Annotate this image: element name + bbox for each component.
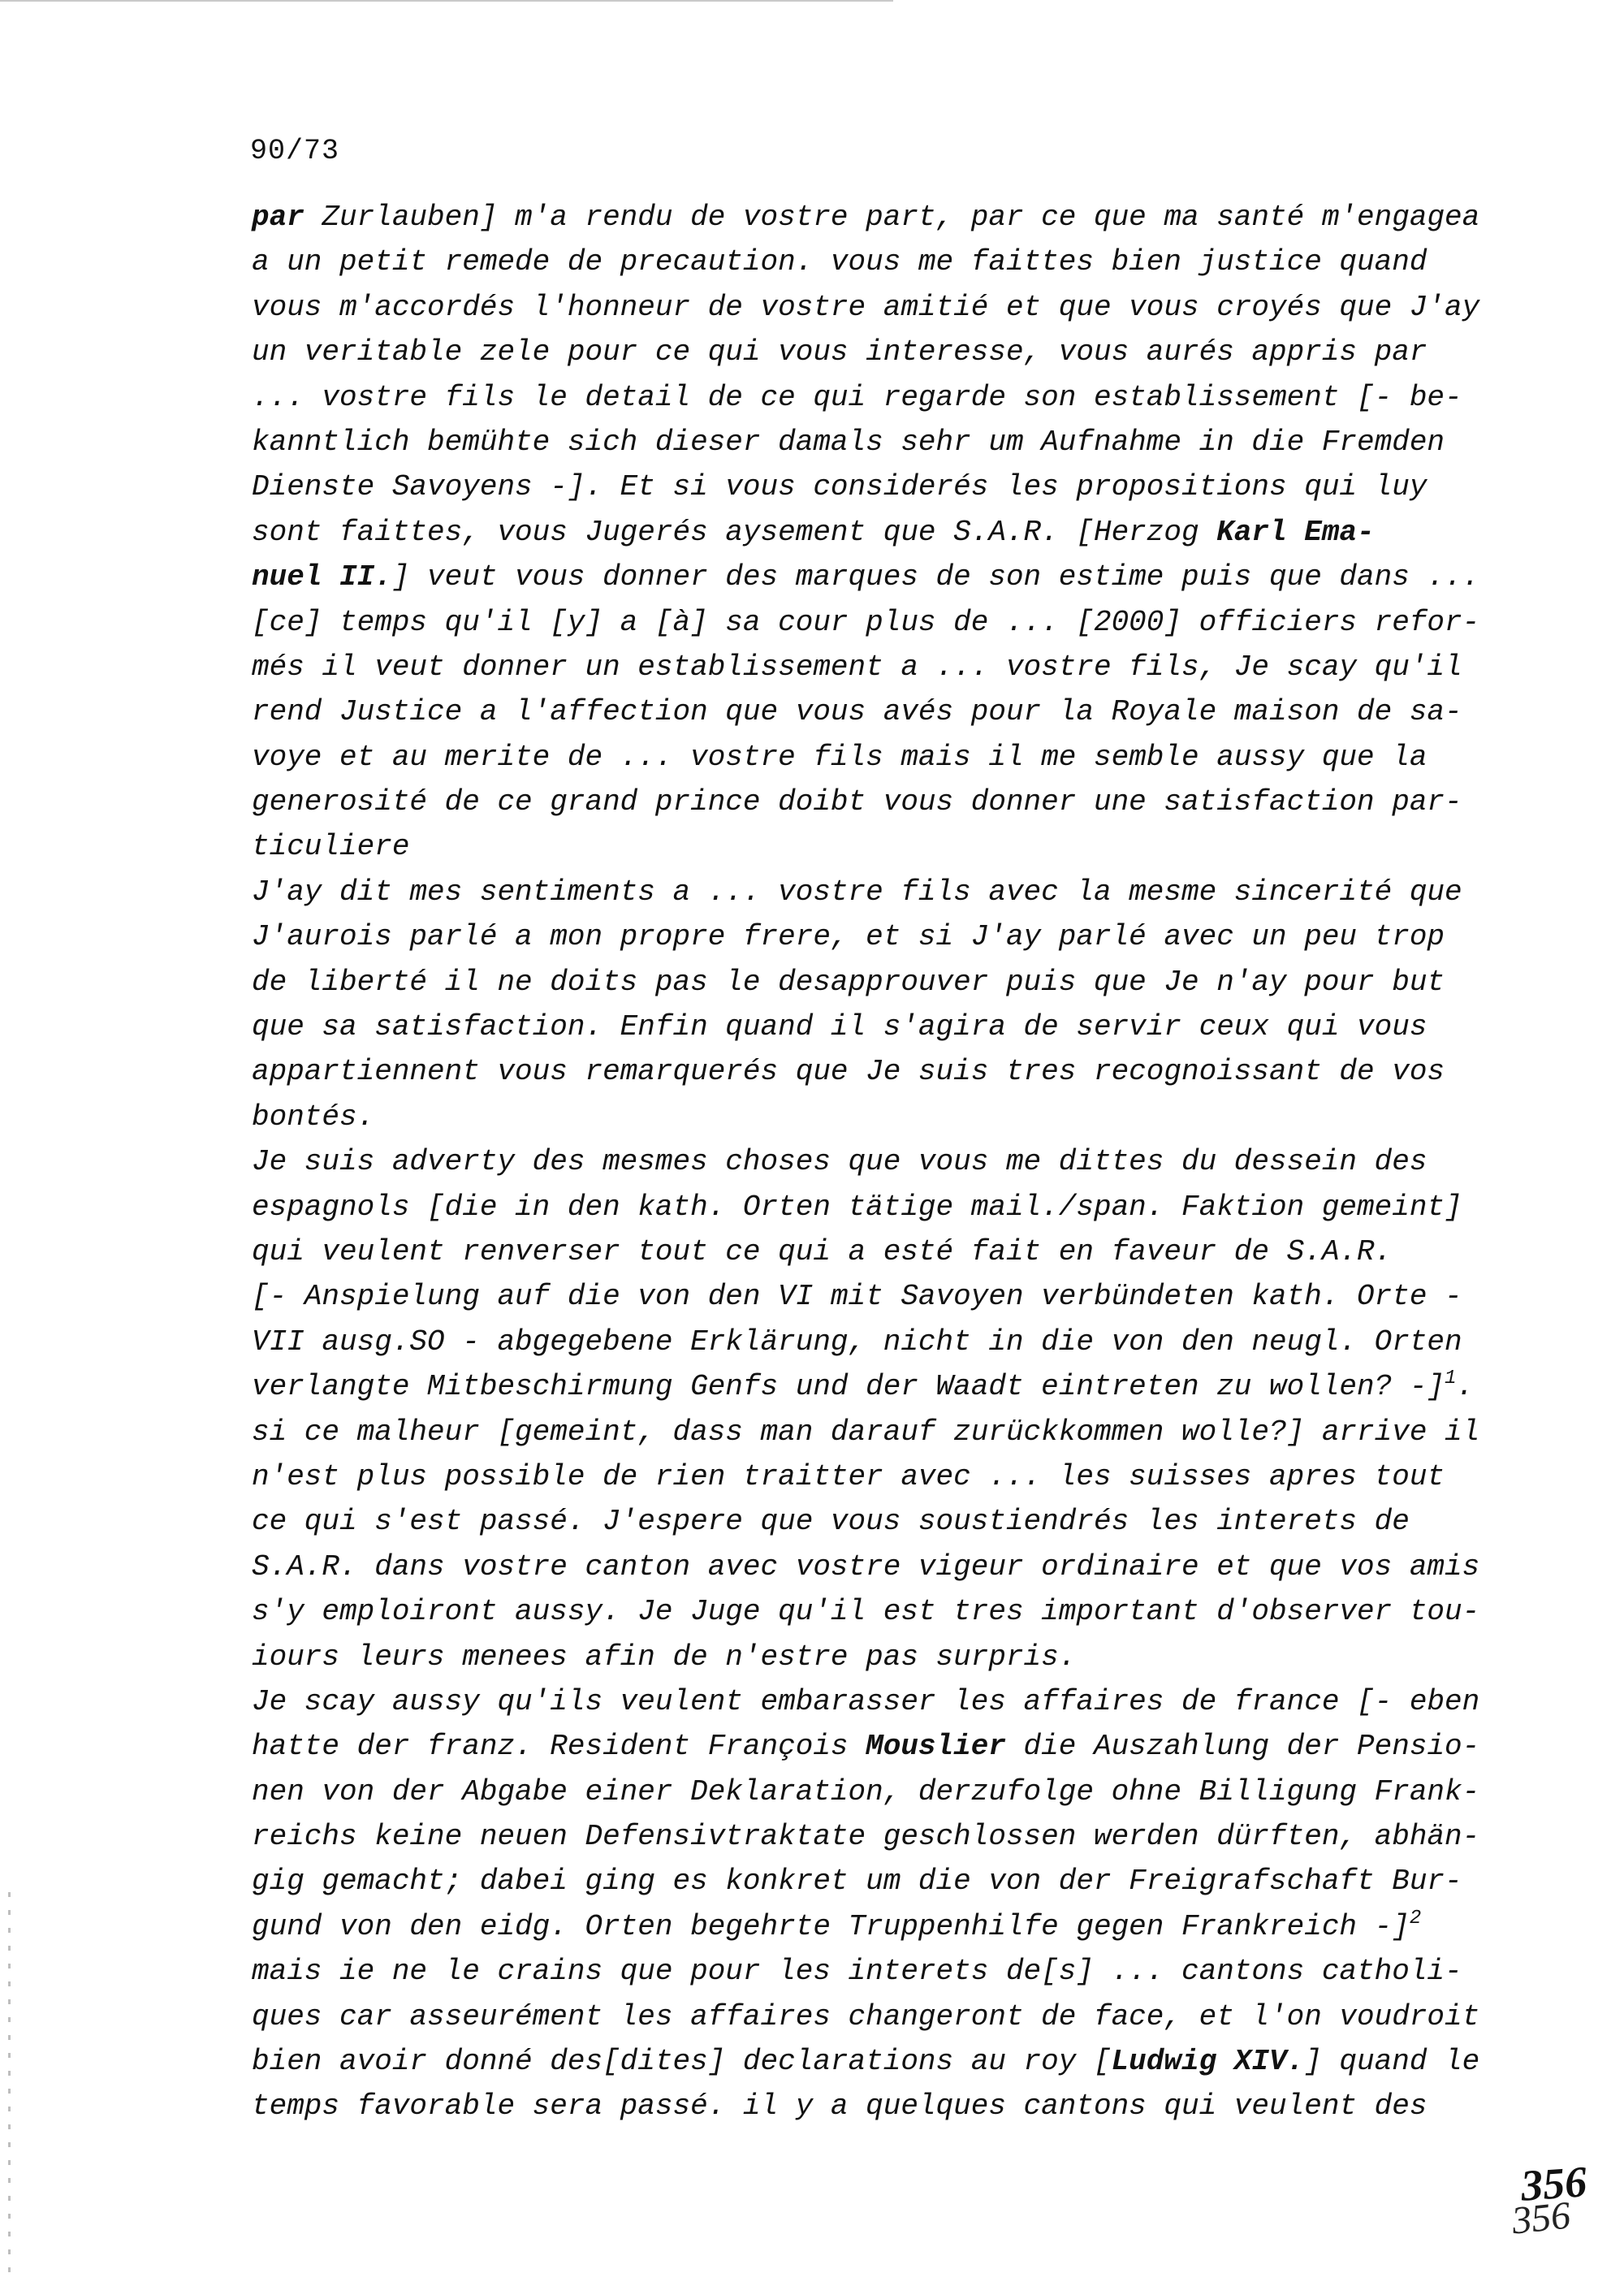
text-segment: sont faittes, vous Jugerés aysement que S.A.R. [Herzog	[252, 515, 1217, 549]
bold-name: nuel II.	[252, 560, 392, 594]
text-segment: Je suis adverty des mesmes choses que vous me dittes du dessein des	[252, 1145, 1427, 1179]
text-segment: un veritable zele pour ce qui vous interesse, vous aurés appris par	[252, 335, 1427, 369]
text-segment: ... vostre fils le detail de ce qui regarde son establissement [- be-	[252, 380, 1462, 414]
text-line	[252, 645, 1518, 689]
text-line	[252, 1545, 1518, 1589]
transcription-body	[252, 195, 1518, 2129]
bold-name: Mouslier	[866, 1730, 1006, 1764]
text-segment: [ce] temps qu'il [y] a [à] sa cour plus de ... [2000] officiers refor-	[252, 605, 1480, 639]
text-segment: ce qui s'est passé. J'espere que vous soustiendrés les interets de	[252, 1505, 1410, 1539]
text-segment: generosité de ce grand prince doibt vous donner une satisfaction par-	[252, 785, 1462, 819]
text-segment: qui veulent renverser tout ce qui a esté fait en faveur de S.A.R.	[252, 1234, 1393, 1268]
text-line	[252, 1229, 1518, 1274]
text-line	[252, 1949, 1518, 1994]
text-segment: s'y emploiront aussy. Je Juge qu'il est tres important d'observer tou-	[252, 1595, 1480, 1629]
text-line	[252, 240, 1518, 284]
text-line	[252, 960, 1518, 1005]
text-segment: n'est plus possible de rien traitter avec ... les suisses apres tout	[252, 1459, 1445, 1493]
text-line	[252, 375, 1518, 420]
text-line	[252, 1005, 1518, 1049]
text-line	[252, 1139, 1518, 1184]
text-segment: reichs keine neuen Defensivtraktate geschlossen werden dürften, abhän-	[252, 1820, 1480, 1854]
text-line	[252, 285, 1518, 330]
text-line	[252, 1589, 1518, 1634]
text-line	[252, 1859, 1518, 1904]
text-line	[252, 195, 1518, 240]
text-segment: J'aurois parlé a mon propre frere, et si J'ay parlé avec un peu trop	[252, 920, 1445, 954]
text-segment: die Auszahlung der Pensio-	[1005, 1730, 1480, 1764]
text-segment: voye et au merite de ... vostre fils mais il me semble aussy que la	[252, 740, 1427, 774]
text-segment: més il veut donner un establissement a ... vostre fils, Je scay qu'il	[252, 650, 1462, 684]
text-segment: J'ay dit mes sentiments a ... vostre fils avec la mesme sincerité que	[252, 875, 1462, 909]
text-segment: si ce malheur [gemeint, dass man darauf zurückkommen wolle?] arrive il	[252, 1415, 1480, 1449]
text-line	[252, 330, 1518, 374]
text-line	[252, 1185, 1518, 1229]
text-segment: nen von der Abgabe einer Deklaration, derzufolge ohne Billigung Frank-	[252, 1774, 1480, 1808]
text-line	[252, 600, 1518, 645]
bold-name: Karl Ema-	[1216, 515, 1375, 549]
bold-name: Ludwig XIV.	[1111, 2045, 1305, 2079]
text-line	[252, 1049, 1518, 1094]
text-segment: hatte der franz. Resident François	[252, 1730, 866, 1764]
text-line	[252, 1679, 1518, 1724]
text-line	[252, 780, 1518, 824]
text-segment: mais ie ne le crains que pour les interets de[s] ... cantons catholi-	[252, 1955, 1462, 1989]
text-line	[252, 735, 1518, 780]
text-line	[252, 1994, 1518, 2039]
text-segment: bien avoir donné des[dites] declarations au roy [	[252, 2045, 1112, 2079]
text-line	[252, 1364, 1518, 1409]
text-segment: .	[1456, 1370, 1475, 1404]
page-number: 90/73	[250, 135, 340, 167]
bold-name: par	[252, 201, 304, 234]
text-line	[252, 914, 1518, 959]
text-segment: de liberté il ne doits pas le desapprouver puis que Je n'ay pour but	[252, 965, 1445, 999]
text-line	[252, 1814, 1518, 1859]
text-segment: ticuliere	[252, 830, 410, 864]
text-segment: kanntlich bemühte sich dieser damals sehr um Aufnahme in die Fremden	[252, 425, 1445, 459]
text-segment: ques car asseurément les affaires changeront de face, et l'on voudroit	[252, 1999, 1480, 2033]
text-line	[252, 1320, 1518, 1364]
footnote-marker: 2	[1409, 1907, 1422, 1929]
text-line	[252, 1635, 1518, 1679]
text-line	[252, 1454, 1518, 1499]
folio-number-lower: 356	[1510, 2193, 1573, 2243]
text-segment: espagnols [die in den kath. Orten tätige mail./span. Faktion gemeint]	[252, 1190, 1462, 1224]
top-scan-edge	[0, 0, 893, 2]
text-line	[252, 824, 1518, 869]
text-line	[252, 2084, 1518, 2128]
text-line	[252, 1410, 1518, 1454]
text-segment: appartiennent vous remarquerés que Je suis tres recognoissant de vos	[252, 1055, 1445, 1089]
text-segment: Je scay aussy qu'ils veulent embarasser les affaires de france [- eben	[252, 1684, 1480, 1718]
text-line	[252, 510, 1518, 555]
text-line	[252, 420, 1518, 465]
text-segment: iours leurs menees afin de n'estre pas surpris.	[252, 1640, 1077, 1674]
text-line	[252, 870, 1518, 914]
text-line	[252, 1499, 1518, 1544]
text-line	[252, 1904, 1518, 1949]
text-segment: gund von den eidg. Orten begehrte Truppenhilfe gegen Frankreich -]	[252, 1909, 1410, 1943]
text-segment: temps favorable sera passé. il y a quelques cantons qui veulent des	[252, 2089, 1427, 2124]
text-segment: ] quand le	[1304, 2045, 1480, 2079]
text-segment: VII ausg.SO - abgegebene Erklärung, nicht in die von den neugl. Orten	[252, 1324, 1462, 1359]
text-segment: ] veut vous donner des marques de son estime puis que dans ...	[391, 560, 1480, 594]
text-line	[252, 689, 1518, 734]
text-segment: rend Justice a l'affection que vous avés pour la Royale maison de sa-	[252, 695, 1462, 729]
scan-margin-marks	[8, 1892, 11, 2282]
text-line	[252, 465, 1518, 509]
text-segment: bontés.	[252, 1100, 375, 1134]
text-line	[252, 1095, 1518, 1139]
text-line	[252, 1770, 1518, 1814]
text-segment: vous m'accordés l'honneur de vostre amitié et que vous croyés que J'ay	[252, 290, 1480, 324]
text-line	[252, 1274, 1518, 1319]
text-segment: verlangte Mitbeschirmung Genfs und der Waadt eintreten zu wollen? -]	[252, 1370, 1445, 1404]
text-segment: [- Anspielung auf die von den VI mit Savoyen verbündeten kath. Orte -	[252, 1280, 1462, 1314]
text-segment: gig gemacht; dabei ging es konkret um die von der Freigrafschaft Bur-	[252, 1865, 1462, 1899]
text-line	[252, 2039, 1518, 2084]
text-segment: a un petit remede de precaution. vous me faittes bien justice quand	[252, 245, 1427, 279]
handwritten-folio-number	[1478, 2159, 1592, 2248]
text-segment: Dienste Savoyens -]. Et si vous considerés les propositions qui luy	[252, 470, 1427, 504]
text-segment: Zurlauben] m'a rendu de vostre part, par ce que ma santé m'engagea	[304, 201, 1480, 234]
text-line	[252, 555, 1518, 599]
text-line	[252, 1724, 1518, 1769]
text-segment: que sa satisfaction. Enfin quand il s'agira de servir ceux qui vous	[252, 1010, 1427, 1044]
text-segment: S.A.R. dans vostre canton avec vostre vigeur ordinaire et que vos amis	[252, 1549, 1480, 1584]
folio-number-upper: 356	[1519, 2157, 1588, 2210]
footnote-marker: 1	[1445, 1368, 1457, 1390]
